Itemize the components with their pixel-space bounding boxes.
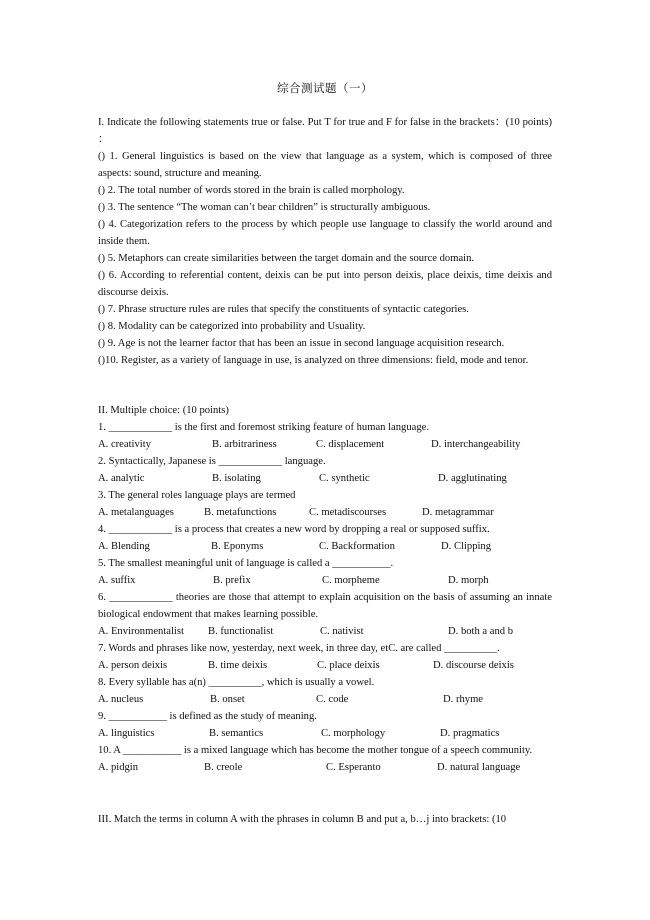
option: C. code: [316, 694, 349, 705]
true-false-section: [98, 114, 552, 369]
option: D. pragmatics: [440, 728, 500, 739]
question: 9. ___________ is defined as the study of meaning.: [98, 711, 317, 722]
statement: () 6. According to referential content, deixis can be put into person deixis, place deixis, time deixis and discourse deixis.: [98, 270, 552, 298]
option: D. interchangeability: [431, 439, 521, 450]
options-row: [98, 725, 552, 742]
option: A. Environmentalist: [98, 626, 184, 637]
option: B. time deixis: [208, 660, 268, 671]
option: A. suffix: [98, 575, 136, 586]
matching-section: [98, 811, 552, 828]
option: A. Blending: [98, 541, 150, 552]
options-row: [98, 657, 552, 674]
option: B. prefix: [213, 575, 251, 586]
option: C. synthetic: [319, 473, 370, 484]
option: B. arbitrariness: [212, 439, 277, 450]
question: 10. A ___________ is a mixed language which has become the mother tongue of a speech community.: [98, 745, 533, 756]
option: A. pidgin: [98, 762, 139, 773]
option: B. creole: [204, 762, 243, 773]
option: A. person deixis: [98, 660, 168, 671]
statement: () 9. Age is not the learner factor that has been an issue in second language acquisition research.: [98, 338, 505, 349]
section-heading: I. Indicate the following statements true or false. Put T for true and F for false in the brackets：(10 points) ：: [98, 117, 552, 145]
statement: () 4. Categorization refers to the process by which people use language to classify the world around and inside them.: [98, 219, 552, 247]
option: D. morph: [448, 575, 489, 586]
option: B. semantics: [209, 728, 264, 739]
option: B. functionalist: [208, 626, 274, 637]
options-row: [98, 470, 552, 487]
options-row: [98, 436, 552, 453]
option: D. Clipping: [441, 541, 492, 552]
option: D. natural language: [437, 762, 521, 773]
option: D. rhyme: [443, 694, 484, 705]
options-row: [98, 691, 552, 708]
question: 2. Syntactically, Japanese is ____________ language.: [98, 456, 326, 467]
statement: () 2. The total number of words stored in the brain is called morphology.: [98, 185, 405, 196]
option: A. creativity: [98, 439, 151, 450]
option: A. nucleus: [98, 694, 144, 705]
options-row: [98, 504, 552, 521]
section-heading: II. Multiple choice: (10 points): [98, 405, 229, 416]
option: C. displacement: [316, 439, 385, 450]
option: B. metafunctions: [204, 507, 277, 518]
section-heading: III. Match the terms in column A with the phrases in column B and put a, b…j into brackets: (10: [98, 814, 507, 825]
options-row: [98, 572, 552, 589]
option: B. onset: [210, 694, 245, 705]
option: C. nativist: [320, 626, 364, 637]
statement: () 3. The sentence “The woman can’t bear children” is structurally ambiguous.: [98, 202, 431, 213]
statement: () 5. Metaphors can create similarities between the target domain and the source domain.: [98, 253, 475, 264]
option: A. linguistics: [98, 728, 155, 739]
question: 7. Words and phrases like now, yesterday, next week, in three day, etC. are called __________.: [98, 643, 500, 654]
question: 3. The general roles language plays are termed: [98, 490, 296, 501]
multiple-choice-section: [98, 402, 552, 776]
question: 5. The smallest meaningful unit of language is called a ___________.: [98, 558, 394, 569]
question: 6. ____________ theories are those that attempt to explain acquisition on the basis of assuming an innate biological endowment that makes learning possible.: [98, 592, 552, 620]
option: C. place deixis: [317, 660, 380, 671]
statement: ()10. Register, as a variety of language in use, is analyzed on three dimensions: field, mode and tenor.: [98, 355, 529, 366]
option: D. agglutinating: [438, 473, 507, 484]
options-row: [98, 759, 552, 776]
page-title: 综合测试题（一）: [277, 81, 373, 95]
option: C. morpheme: [322, 575, 380, 586]
option: D. discourse deixis: [433, 660, 514, 671]
option: D. metagrammar: [422, 507, 494, 518]
option: B. isolating: [212, 473, 261, 484]
option: C. morphology: [321, 728, 386, 739]
option: C. metadiscourses: [309, 507, 387, 518]
option: C. Esperanto: [326, 762, 381, 773]
options-row: [98, 623, 552, 640]
statement: () 1. General linguistics is based on the view that language as a system, which is composed of three aspects: sound, structure and meaning.: [98, 151, 552, 179]
question: 4. ____________ is a process that creates a new word by dropping a real or supposed suffix.: [98, 524, 490, 535]
option: C. Backformation: [319, 541, 395, 552]
option: A. analytic: [98, 473, 145, 484]
question: 1. ____________ is the first and foremost striking feature of human language.: [98, 422, 429, 433]
option: B. Eponyms: [211, 541, 264, 552]
options-row: [98, 538, 552, 555]
statement: () 8. Modality can be categorized into probability and Usuality.: [98, 321, 366, 332]
statement: () 7. Phrase structure rules are rules that specify the constituents of syntactic categories.: [98, 304, 469, 315]
option: A. metalanguages: [98, 507, 174, 518]
question: 8. Every syllable has a(n) __________, which is usually a vowel.: [98, 677, 375, 688]
option: D. both a and b: [448, 626, 514, 637]
